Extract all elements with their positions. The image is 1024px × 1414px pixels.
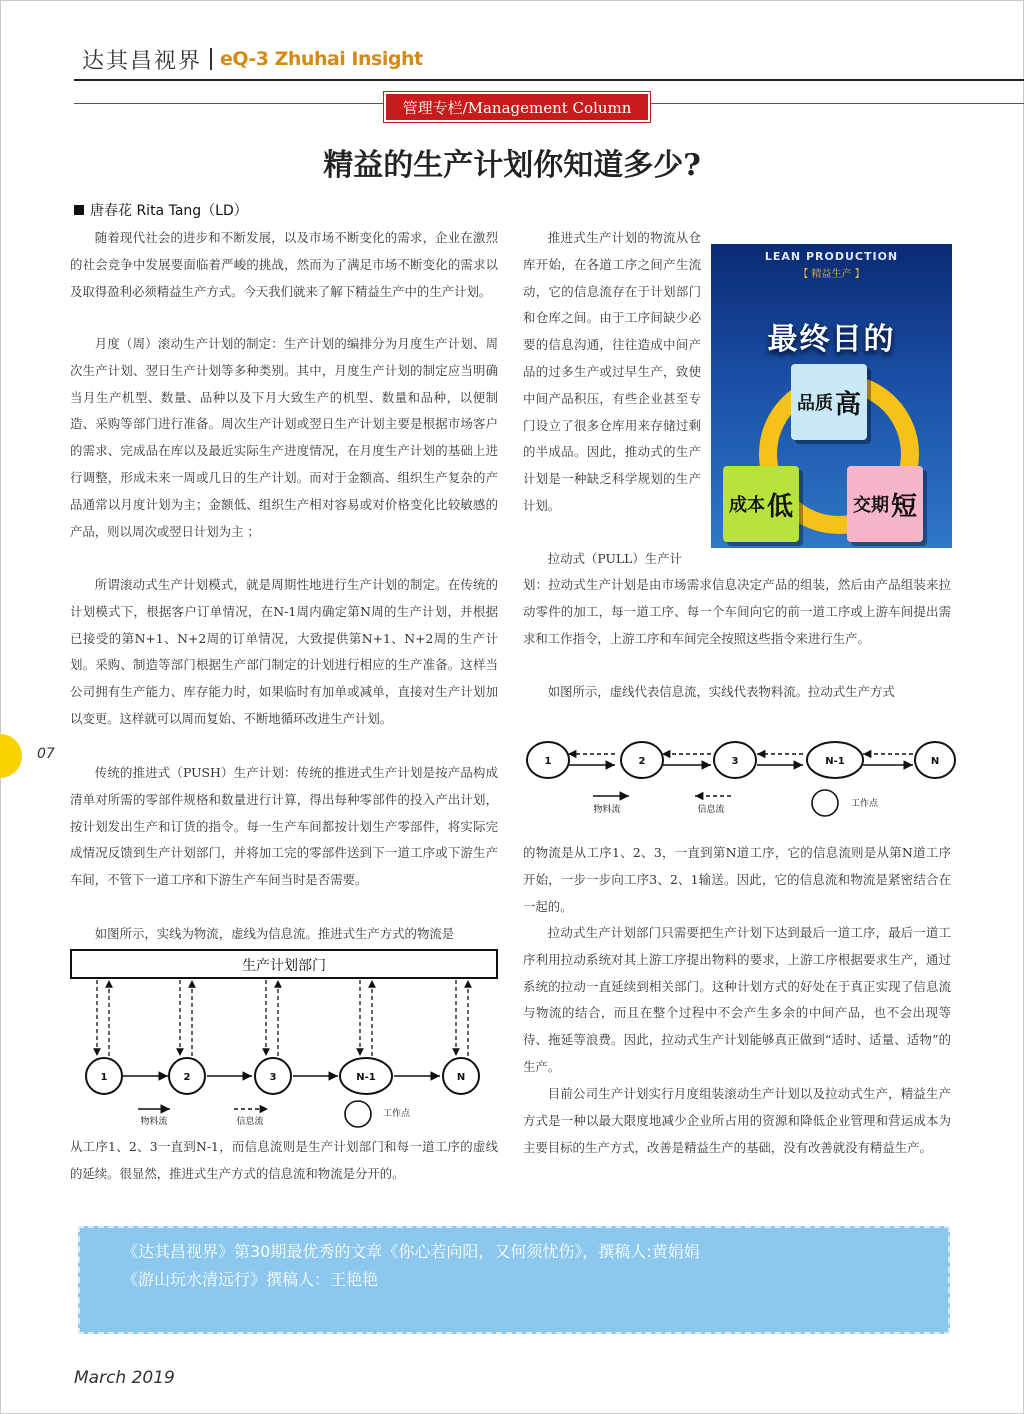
- byline: [74, 200, 248, 220]
- header-divider: [210, 48, 212, 70]
- push-diagram: [70, 946, 500, 1132]
- paragraph-pull-advantage: 拉动式生产计划部门只需要把生产计划下达到最后一道工序，最后一道工序利用拉动系统对其上游工序提出物料的要求，上游工序根据要求生产，通过系统的拉动一直延续到相关部门。这种计划方式的好处在于真正实现了信息流与物流的结合，而且在整个过程中不会产生多余的中间产品，也不会出现等待、拖延等浪费。因此，拉动式生产计划能够真正做到“适时、适量、适物”的生产。: [523, 925, 951, 1074]
- pull-legend-station: 工作点: [851, 799, 879, 809]
- paragraph-pull-flow: 的物流是从工序1、2、3，一直到第N道工序，它的信息流则是从第N道工序开始，一步一步向工序3、2、1输送。因此，它的信息流和物流是紧密结合在一起的。: [523, 845, 951, 914]
- magazine-title-cn: 达其昌视界: [82, 48, 203, 74]
- push-legend-station: 工作点: [383, 1109, 411, 1119]
- quality-level: 高: [834, 389, 861, 420]
- promo-line-1: 《达其昌视界》第30期最优秀的文章《你心若向阳，又何须忧伤》，撰稿人:黄娟娟: [122, 1242, 700, 1261]
- delivery-level: 短: [890, 491, 917, 522]
- pull-node-label: N-1: [825, 756, 845, 767]
- quality-cube: [791, 364, 867, 440]
- paragraph-rolling-mode: 所谓滚动式生产计划模式，就是周期性地进行生产计划的制定。在传统的计划模式下，根据客户订单情况，在N-1周内确定第N周的生产计划，并根据已接受的第N+1、N+2周的订单情况，大致提供第N+1、N+2周的生产计划。采购、制造等部门根据生产部门制定的计划进行相应的生产准备。这样当公司拥有生产能力、库存能力时，如果临时有加单或减单，直接对生产计划加以变更。这样就可以周而复始、不断地循环改进生产计划。: [70, 577, 498, 726]
- paragraph-pull-figure-intro: 如图所示，虚线代表信息流，实线代表物料流。拉动式生产方式: [547, 684, 895, 699]
- pull-legend-station-icon: [812, 790, 838, 816]
- byline-text: 唐春花 Rita Tang（LD）: [90, 203, 248, 219]
- lean-image-subtitle: 【 精益生产 】: [798, 269, 865, 280]
- bullet-square-icon: [74, 205, 84, 215]
- paragraph-conclusion: 目前公司生产计划实行月度组装滚动生产计划以及拉动式生产，精益生产方式是一种以最大限度地减少企业所占用的资源和降低企业管理和营运成本为主要目标的生产方式，改善是精益生产的基础，没有改善就没有精益生产。: [523, 1086, 951, 1155]
- paragraph-push-flow: 推进式生产计划的物流从仓库开始，在各道工序之间产生流动，它的信息流存在于计划部门和仓库之间。由于工序间缺少必要的信息沟通，往往造成中间产品的过多生产或过早生产，致使中间产品积压，有些企业甚至专门设立了很多仓库用来存储过剩的半成品。因此，推动式的生产计划是一种缺乏科学规划的生产计划。: [523, 230, 701, 513]
- lean-production-image: [711, 244, 952, 548]
- push-legend-material: 物料流: [140, 1117, 168, 1127]
- paragraph-pull-heading: 拉动式（PULL）生产计: [547, 551, 682, 566]
- header-rule: [74, 79, 1024, 81]
- lean-image-main-text: 最终目的: [767, 322, 896, 357]
- magazine-title-en: eQ-3 Zhuhai Insight: [220, 48, 423, 70]
- cost-cube: [723, 466, 799, 542]
- paragraph-rolling-plan: 月度（周）滚动生产计划的制定：生产计划的编排分为月度生产计划、周次生产计划、翌日生产计划等多种类别。其中，月度生产计划的制定应当明确当月生产机型、数量、品种以及下月大致生产的机型、数量和品种，以便制造、采购等部门进行准备。周次生产计划或翌日生产计划主要是根据市场客户的需求、完成品在库以及最近实际生产进度情况，在月度生产计划的基础上进行调整，形成未来一周或几日的生产计划。而对于金额高、组织生产复杂的产品通常以月度计划为主；金额低、组织生产相对容易或对价格变化比较敏感的产品，则以周次或翌日计划为主 ；: [70, 336, 498, 539]
- pull-legend-info: 信息流: [697, 805, 725, 815]
- issue-date: March 2019: [74, 1368, 175, 1388]
- push-node-label: 1: [100, 1072, 108, 1083]
- planning-dept-label: 生产计划部门: [242, 958, 326, 974]
- column-tag: 管理专栏/Management Column: [384, 92, 650, 122]
- pull-node-label: 3: [731, 756, 739, 767]
- push-node-label: 2: [183, 1072, 191, 1083]
- pull-legend-material: 物料流: [593, 805, 621, 815]
- push-legend-station-icon: [345, 1101, 371, 1127]
- pull-diagram: [523, 734, 959, 824]
- lean-image-title: LEAN PRODUCTION: [764, 250, 899, 263]
- pull-node-label: 1: [544, 756, 552, 767]
- paragraph-push-plan: 传统的推进式（PUSH）生产计划：传统的推进式生产计划是按产品构成清单对所需的零部件规格和数量进行计算，得出每种零部件的投入产出计划，按计划发出生产和订货的指令。每一生产车间都按计划生产零部件，将实际完成情况反馈到生产计划部门，并将加工完的零部件送到下一道工序或下游生产车间，不管下一道工序和下游生产车间当时是否需要。: [70, 765, 498, 888]
- push-legend-info: 信息流: [236, 1117, 264, 1127]
- paragraph-push-figure-intro: 如图所示，实线为物流，虚线为信息流。推进式生产方式的物流是: [94, 926, 455, 941]
- magazine-header: [82, 42, 423, 76]
- push-node-label: N-1: [356, 1072, 376, 1083]
- pull-node-label: N: [930, 756, 940, 767]
- paragraph-intro: 随着现代社会的进步和不断发展，以及市场不断变化的需求，企业在激烈的社会竞争中发展要面临着严峻的挑战，然而为了满足市场不断变化的需求以及取得盈利必须精益生产方式。今天我们就来了解下精益生产中的生产计划。: [70, 230, 498, 299]
- promo-box: [78, 1226, 950, 1334]
- paragraph-push-summary: 从工序1、2、3一直到N-1，而信息流则是生产计划部门和每一道工序的虚线的延续。很显然，推进式生产方式的信息流和物流是分开的。: [70, 1139, 498, 1181]
- delivery-label: 交期: [852, 495, 889, 516]
- quality-label: 品质: [796, 393, 833, 414]
- pull-node-label: 2: [638, 756, 646, 767]
- push-node-label: N: [456, 1072, 466, 1083]
- delivery-cube: [847, 466, 923, 542]
- cost-label: 成本: [728, 495, 765, 516]
- paragraph-pull-plan: 划：拉动式生产计划是由市场需求信息决定产品的组装，然后由产品组装来拉动零件的加工，每一道工序、每一个车间向它的前一道工序或上游车间提出需求和工作指令，上游工序和车间完全按照这些指令来进行生产。: [523, 577, 951, 646]
- article-title: 精益的生产计划你知道多少?: [323, 148, 701, 183]
- cost-level: 低: [766, 491, 793, 522]
- promo-line-2: 《游山玩水清远行》撰稿人：王艳艳: [122, 1270, 379, 1289]
- push-node-label: 3: [269, 1072, 277, 1083]
- page-number: 07: [37, 746, 55, 762]
